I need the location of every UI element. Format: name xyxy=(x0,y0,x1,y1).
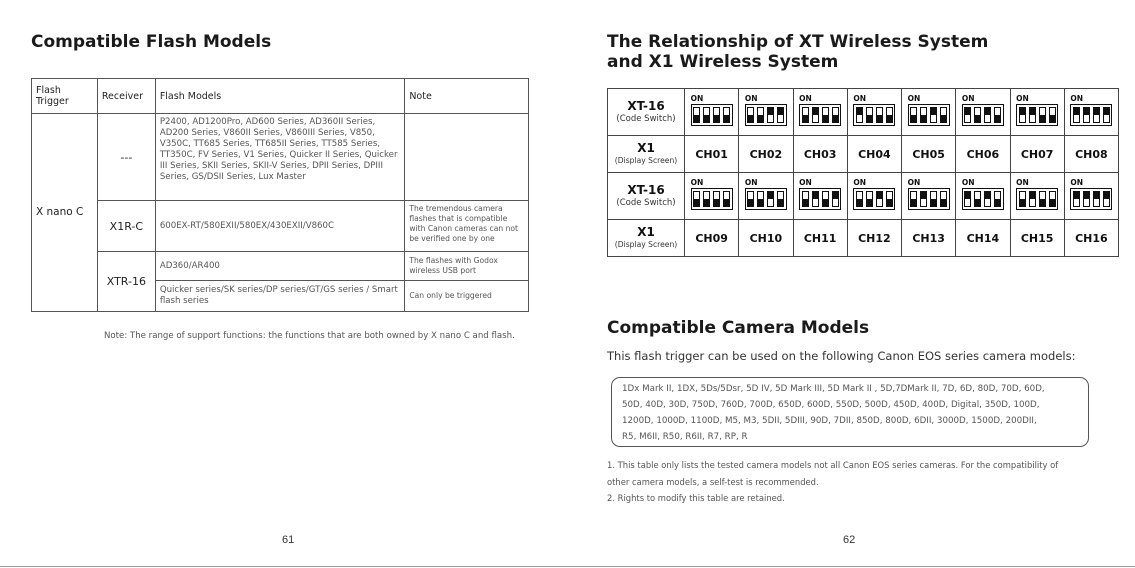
dip-switch-icon xyxy=(691,180,733,212)
dip-switch-icon xyxy=(1070,96,1112,128)
flash-models-table xyxy=(31,78,529,312)
dip-on-label: ON xyxy=(1070,94,1084,103)
table-header-row xyxy=(32,79,529,114)
dip-switch-icon xyxy=(1070,180,1112,212)
page-number-right: 62 xyxy=(843,534,856,546)
dip-toggle xyxy=(723,107,730,123)
note-cell: The flashes with Godox wireless USB port xyxy=(405,252,529,281)
dip-toggle xyxy=(812,191,819,207)
dip-toggle xyxy=(1083,191,1090,207)
dip-switch-icon xyxy=(745,96,787,128)
dip-switch-icon xyxy=(908,180,950,212)
dip-toggle xyxy=(930,191,937,207)
dip-on-label: ON xyxy=(690,178,704,187)
dip-on-label: ON xyxy=(1016,94,1029,103)
header-flash-models: Flash Models xyxy=(155,79,405,114)
dip-switch-icon xyxy=(853,180,895,212)
switch-sublabel: (Code Switch) xyxy=(616,198,676,208)
dip-toggle xyxy=(703,191,710,207)
channel-cell: CH11 xyxy=(793,220,847,257)
dip-switch-icon xyxy=(1016,96,1058,128)
camera-line: R5, M6II, R50, R6II, R7, RP, R xyxy=(622,432,748,442)
display-row-2 xyxy=(608,220,1119,257)
dip-switch-cell xyxy=(1010,173,1064,220)
dip-toggle xyxy=(940,191,947,207)
channel-table xyxy=(607,88,1119,257)
channel-cell: CH12 xyxy=(847,220,901,257)
dip-toggle xyxy=(693,191,700,207)
dip-on-label: ON xyxy=(907,178,921,187)
dip-toggle xyxy=(777,107,784,123)
dip-toggle xyxy=(822,191,829,207)
dip-toggle xyxy=(994,107,1001,123)
right-page xyxy=(575,0,1135,568)
dip-toggle xyxy=(974,107,981,123)
dip-on-label: ON xyxy=(1070,178,1084,187)
dip-switch-icon xyxy=(1016,180,1058,212)
dip-toggle xyxy=(886,191,893,207)
trigger-cell: X nano C xyxy=(32,114,98,312)
dip-toggle xyxy=(832,191,839,207)
dip-toggle xyxy=(812,107,819,123)
dip-switch-cell xyxy=(847,89,901,136)
dip-switch-cell xyxy=(956,89,1010,136)
dip-toggle xyxy=(767,191,774,207)
display-label-cell xyxy=(608,220,685,257)
switch-sublabel: (Code Switch) xyxy=(616,114,676,124)
bottom-divider xyxy=(0,566,1135,567)
dip-switch-cell xyxy=(685,173,739,220)
dip-switch-cell xyxy=(793,89,847,136)
dip-switch-body xyxy=(908,104,950,126)
dip-switch-cell xyxy=(1064,89,1118,136)
channel-cell: CH03 xyxy=(793,136,847,173)
camera-line: 50D, 40D, 30D, 750D, 760D, 700D, 650D, 600D, 550D, 500D, 450D, 400D, Digital, 350D, 100D, xyxy=(622,400,1040,410)
dip-toggle xyxy=(1039,107,1046,123)
dip-switch-icon xyxy=(799,180,841,212)
dip-toggle xyxy=(1103,107,1110,123)
models-cell: 600EX-RT/580EXII/580EX/430EXII/V860C xyxy=(155,201,405,252)
dip-switch-cell xyxy=(1064,173,1118,220)
dip-on-label: ON xyxy=(1016,178,1029,187)
dip-toggle xyxy=(747,191,754,207)
dip-switch-cell xyxy=(793,173,847,220)
dip-switch-cell xyxy=(902,173,956,220)
dip-switch-cell xyxy=(847,173,901,220)
dip-toggle xyxy=(1049,107,1056,123)
receiver-cell: X1R-C xyxy=(97,201,155,252)
channel-cell: CH07 xyxy=(1010,136,1064,173)
display-sublabel: (Display Screen) xyxy=(614,240,678,249)
dip-switch-icon xyxy=(962,96,1004,128)
footnote: 2. Rights to modify this table are retained. xyxy=(607,493,785,503)
dip-toggle xyxy=(723,191,730,207)
receiver-cell: XTR-16 xyxy=(97,252,155,312)
dip-toggle xyxy=(802,191,809,207)
camera-models-title: Compatible Camera Models xyxy=(607,318,870,338)
dip-on-label: ON xyxy=(853,178,867,187)
footnote: 1. This table only lists the tested camera models not all Canon EOS series cameras. For the compatibility of xyxy=(607,460,1059,470)
dip-switch-body xyxy=(908,188,950,210)
dip-toggle xyxy=(832,107,839,123)
dip-switch-icon xyxy=(799,96,841,128)
channel-cell: CH10 xyxy=(739,220,793,257)
channel-cell: CH04 xyxy=(847,136,901,173)
dip-on-label: ON xyxy=(907,94,921,103)
dip-on-label: ON xyxy=(744,178,758,187)
page-number-left: 61 xyxy=(282,534,295,546)
camera-line: 1200D, 1000D, 1100D, M5, M3, 5DII, 5DIII, 90D, 7DII, 850D, 800D, 6DII, 3000D, 1500D, 200DII, xyxy=(622,416,1037,426)
switch-label-cell xyxy=(608,173,685,220)
left-page xyxy=(0,0,560,568)
channel-cell: CH01 xyxy=(685,136,739,173)
dip-on-label: ON xyxy=(799,178,812,187)
dip-toggle xyxy=(1029,107,1036,123)
dip-toggle xyxy=(1093,107,1100,123)
dip-toggle xyxy=(910,107,917,123)
dip-switch-cell xyxy=(739,89,793,136)
display-label: X1 xyxy=(637,225,655,239)
dip-toggle xyxy=(866,191,873,207)
dip-toggle xyxy=(1019,107,1026,123)
dip-switch-cell xyxy=(739,173,793,220)
models-cell: AD360/AR400 xyxy=(155,252,405,281)
dip-on-label: ON xyxy=(744,94,758,103)
dip-toggle xyxy=(920,107,927,123)
dip-on-label: ON xyxy=(961,178,975,187)
dip-toggle xyxy=(984,107,991,123)
models-cell: Quicker series/SK series/DP series/GT/GS series / Smart flash series xyxy=(155,281,405,312)
dip-toggle xyxy=(713,107,720,123)
dip-on-label: ON xyxy=(961,94,975,103)
receiver-cell: --- xyxy=(97,114,155,201)
switch-row-1 xyxy=(608,89,1119,136)
channel-cell: CH02 xyxy=(739,136,793,173)
dip-switch-icon xyxy=(745,180,787,212)
table-row xyxy=(32,114,529,201)
switch-label: XT-16 xyxy=(627,99,665,113)
dip-switch-body xyxy=(962,188,1004,210)
dip-toggle xyxy=(757,191,764,207)
camera-line: 1Dx Mark II, 1DX, 5Ds/5Dsr, 5D IV, 5D Mark III, 5D Mark II , 5D,7DMark II, 7D, 6D, 80D, 70D, 60D, xyxy=(622,384,1045,394)
dip-toggle xyxy=(1049,191,1056,207)
dip-switch-icon xyxy=(691,96,733,128)
dip-switch-cell xyxy=(685,89,739,136)
note-cell xyxy=(405,114,529,201)
channel-cell: CH13 xyxy=(902,220,956,257)
camera-intro: This flash trigger can be used on the following Canon EOS series camera models: xyxy=(607,349,1076,363)
dip-toggle xyxy=(747,107,754,123)
dip-switch-cell xyxy=(902,89,956,136)
dip-toggle xyxy=(693,107,700,123)
switch-label: XT-16 xyxy=(627,183,665,197)
channel-cell: CH05 xyxy=(902,136,956,173)
dip-switch-icon xyxy=(908,96,950,128)
channel-cell: CH08 xyxy=(1064,136,1118,173)
header-flash-trigger: Flash Trigger xyxy=(32,79,98,114)
dip-toggle xyxy=(777,191,784,207)
dip-on-label: ON xyxy=(799,94,812,103)
dip-toggle xyxy=(802,107,809,123)
dip-toggle xyxy=(994,191,1001,207)
dip-toggle xyxy=(1083,107,1090,123)
switch-row-2 xyxy=(608,173,1119,220)
display-row-1 xyxy=(608,136,1119,173)
note-cell: The tremendous camera flashes that is compatible with Canon cameras can not be verified one by one xyxy=(405,201,529,252)
dip-on-label: ON xyxy=(853,94,867,103)
dip-toggle xyxy=(964,107,971,123)
dip-toggle xyxy=(1073,107,1080,123)
dip-switch-icon xyxy=(962,180,1004,212)
dip-toggle xyxy=(856,191,863,207)
dip-toggle xyxy=(910,191,917,207)
dip-toggle xyxy=(1039,191,1046,207)
dip-switch-body xyxy=(799,188,841,210)
dip-toggle xyxy=(930,107,937,123)
dip-toggle xyxy=(974,191,981,207)
channel-cell: CH15 xyxy=(1010,220,1064,257)
dip-switch-icon xyxy=(853,96,895,128)
display-label: X1 xyxy=(637,141,655,155)
dip-toggle xyxy=(856,107,863,123)
dip-switch-body xyxy=(691,188,733,210)
models-cell: P2400, AD1200Pro, AD600 Series, AD360II Series, AD200 Series, V860II Series, V860III Series, V850, V350C, TT685 Series, TT685II Series, TT585 Series, TT350C, FV Series, V1 Series, Quicker II Series, Quicker III Series, SKII Series, SKII-V Series, DPII Series, DPIII Series, GS/DSII Series, Lux Master xyxy=(155,114,405,201)
dip-toggle xyxy=(822,107,829,123)
dip-switch-body xyxy=(799,104,841,126)
dip-switch-body xyxy=(1070,104,1112,126)
dip-switch-body xyxy=(853,104,895,126)
dip-toggle xyxy=(940,107,947,123)
dip-switch-cell xyxy=(956,173,1010,220)
dip-switch-body xyxy=(1016,104,1058,126)
channel-cell: CH06 xyxy=(956,136,1010,173)
note-cell: Can only be triggered xyxy=(405,281,529,312)
header-note: Note xyxy=(405,79,529,114)
header-receiver: Receiver xyxy=(97,79,155,114)
dip-toggle xyxy=(1073,191,1080,207)
flash-models-title: Compatible Flash Models xyxy=(31,32,272,52)
dip-switch-body xyxy=(745,188,787,210)
dip-toggle xyxy=(767,107,774,123)
dip-switch-body xyxy=(1070,188,1112,210)
dip-toggle xyxy=(1019,191,1026,207)
dip-toggle xyxy=(920,191,927,207)
dip-switch-body xyxy=(745,104,787,126)
support-note: Note: The range of support functions: the functions that are both owned by X nano C and flash. xyxy=(104,331,515,341)
display-sublabel: (Display Screen) xyxy=(614,156,678,165)
dip-toggle xyxy=(984,191,991,207)
dip-toggle xyxy=(757,107,764,123)
dip-toggle xyxy=(886,107,893,123)
dip-toggle xyxy=(1103,191,1110,207)
channel-cell: CH09 xyxy=(685,220,739,257)
camera-models-box xyxy=(611,377,1089,447)
dip-toggle xyxy=(876,191,883,207)
dip-switch-body xyxy=(691,104,733,126)
dip-toggle xyxy=(1029,191,1036,207)
dip-toggle xyxy=(703,107,710,123)
dip-on-label: ON xyxy=(690,94,704,103)
dip-toggle xyxy=(876,107,883,123)
dip-toggle xyxy=(866,107,873,123)
table-row xyxy=(32,252,529,281)
switch-label-cell xyxy=(608,89,685,136)
dip-switch-body xyxy=(853,188,895,210)
display-label-cell xyxy=(608,136,685,173)
dip-toggle xyxy=(1093,191,1100,207)
dip-toggle xyxy=(713,191,720,207)
dip-switch-cell xyxy=(1010,89,1064,136)
channel-cell: CH14 xyxy=(956,220,1010,257)
footnote: other camera models, a self-test is recommended. xyxy=(607,477,819,487)
dip-switch-body xyxy=(962,104,1004,126)
channel-cell: CH16 xyxy=(1064,220,1118,257)
dip-switch-body xyxy=(1016,188,1058,210)
relationship-title: The Relationship of XT Wireless System and X1 Wireless System xyxy=(607,32,989,72)
dip-toggle xyxy=(964,191,971,207)
table-row xyxy=(32,201,529,252)
